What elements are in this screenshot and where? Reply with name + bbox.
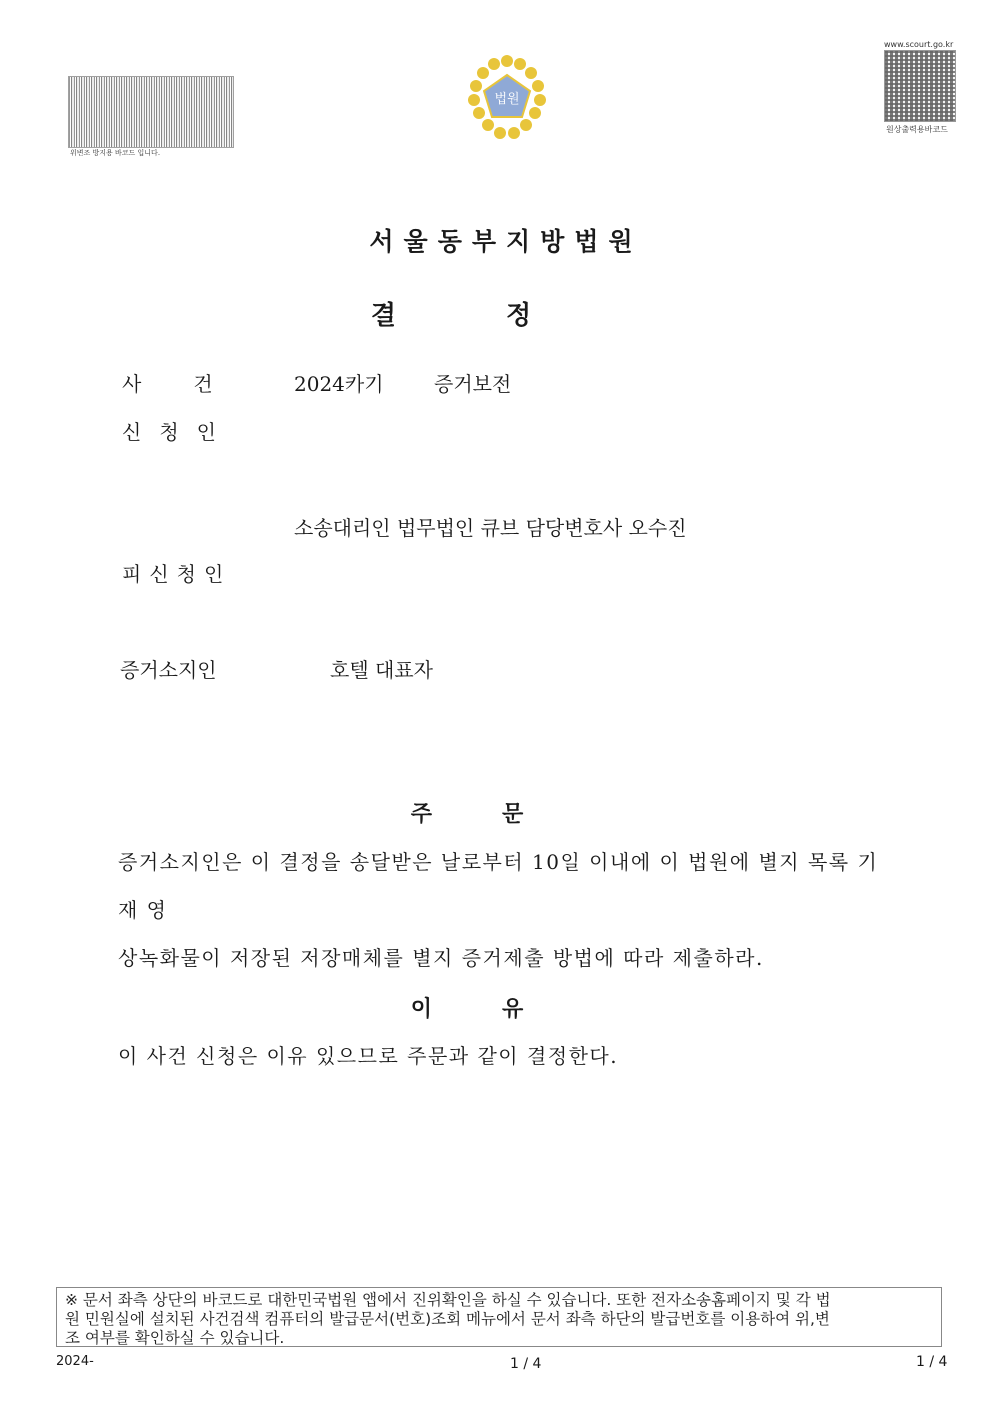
qr-code: [884, 50, 956, 122]
footer-notice: [56, 1287, 942, 1347]
respondent-label: 피신청인: [122, 562, 232, 586]
applicant-label: 신청인: [122, 420, 234, 444]
case-name: 증거보전: [434, 372, 512, 396]
applicant-representative: 소송대리인 법무법인 큐브 담당변호사 오수진: [294, 516, 687, 540]
svg-text:법원: 법원: [494, 92, 520, 107]
order-title: 주문: [410, 802, 594, 827]
order-line-1: 증거소지인은 이 결정을 송달받은 날로부터 10일 이내에 이 법원에 별지 목록 기재 영: [118, 850, 879, 922]
footer-notice-line-3: 조 여부를 확인하실 수 있습니다.: [65, 1329, 285, 1347]
document-title: 결정: [370, 301, 642, 331]
reason-text: 이 사건 신청은 이유 있으므로 주문과 같이 결정한다.: [118, 1044, 619, 1068]
qr-url: www.scourt.go.kr: [884, 40, 954, 49]
court-seal-icon: [462, 53, 552, 143]
qr-caption: 원상출력용바코드: [886, 125, 948, 134]
issue-number: 2024-: [56, 1354, 94, 1369]
verification-barcode: [68, 76, 234, 148]
order-text: [118, 838, 898, 982]
order-line-2: 상녹화물이 저장된 저장매체를 별지 증거제출 방법에 따라 제출하라.: [118, 946, 764, 970]
footer-notice-line-1: ※ 문서 좌측 상단의 바코드로 대한민국법원 앱에서 진위확인을 하실 수 있습니다. 또한 전자소송홈페이지 및 각 법: [65, 1291, 831, 1309]
page-number-center: 1 / 4: [510, 1356, 542, 1372]
case-label: 사건: [122, 372, 265, 396]
court-name: 서울동부지방법원: [369, 227, 643, 256]
barcode-caption: 위변조 방지용 바코드 입니다.: [70, 149, 161, 157]
footer-notice-line-2: 원 민원실에 설치된 사건검색 컴퓨터의 발급문서(번호)조회 메뉴에서 문서 좌측 하단의 발급번호를 이용하여 위,변: [65, 1310, 830, 1328]
case-number: 2024카기: [294, 372, 384, 396]
holder-label: 증거소지인: [120, 658, 217, 682]
reason-title: 이유: [410, 997, 594, 1022]
page-number-right: 1 / 4: [916, 1354, 948, 1370]
holder-value: 호텔 대표자: [330, 658, 433, 682]
